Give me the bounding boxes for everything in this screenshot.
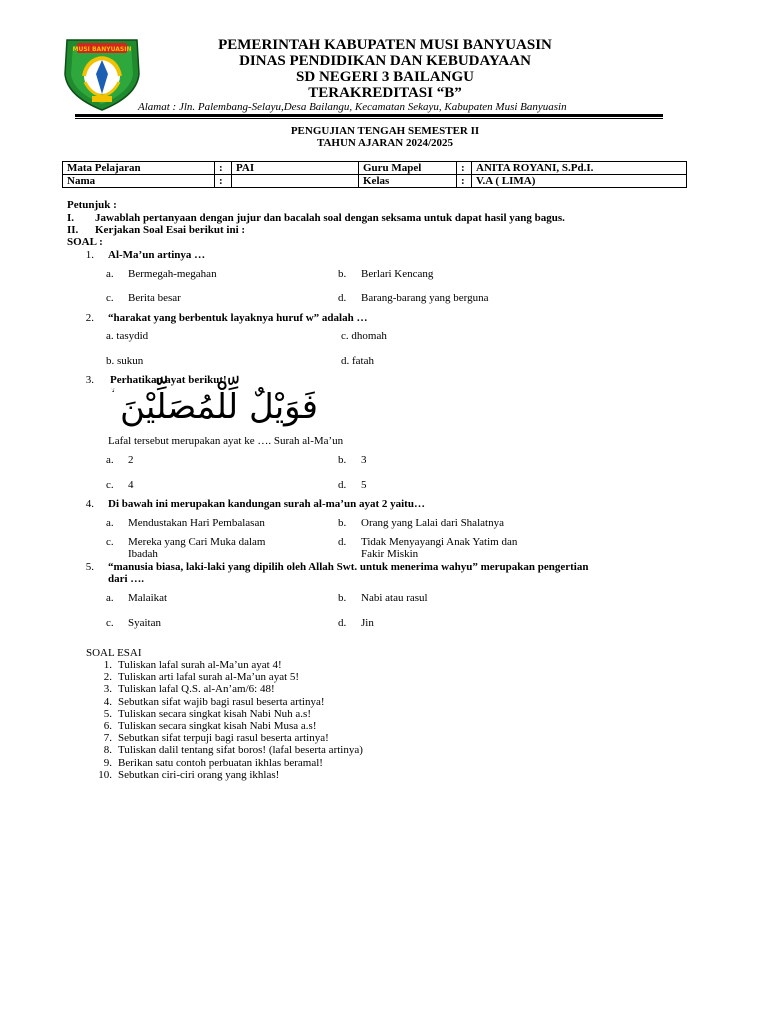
item-text: Sebutkan sifat wajib bagi rasul beserta artinya! — [118, 695, 325, 708]
school-logo — [61, 34, 143, 112]
list-item — [92, 696, 363, 708]
item-text: Tuliskan lafal surah al-Ma’un ayat 4! — [118, 659, 282, 671]
option-text: Jin — [361, 617, 374, 629]
colon: : — [215, 175, 232, 188]
option-text: Bermegah-megahan — [128, 268, 217, 280]
colon: : — [215, 162, 232, 175]
teacher-label: Guru Mapel — [359, 162, 457, 175]
header-rule — [75, 114, 663, 117]
soal-label: SOAL : — [67, 236, 103, 248]
option-letter: b. — [338, 268, 347, 280]
option-text: Orang yang Lalai dari Shalatnya — [361, 517, 504, 529]
option-text: Syaitan — [128, 617, 161, 629]
item-text: Tuliskan lafal Q.S. al-An’am/6: 48! — [118, 683, 275, 696]
option-letter: b. — [338, 517, 347, 529]
option-text: 4 — [128, 479, 134, 491]
table-row — [63, 175, 687, 188]
option-letter: d. — [338, 536, 347, 548]
item-number: 10. — [98, 768, 112, 781]
question-text: Perhatikan ayat berikut! — [110, 374, 227, 386]
option-letter: c. — [106, 479, 114, 491]
question-text: Di bawah ini merupakan kandungan surah al-ma’un ayat 2 yaitu… — [108, 498, 425, 510]
dept-title: DINAS PENDIDIKAN DAN KEBUDAYAAN — [239, 53, 531, 69]
option-letter: a. — [106, 454, 114, 466]
option-letter: b. — [338, 454, 347, 466]
gov-title: PEMERINTAH KABUPATEN MUSI BANYUASIN — [218, 37, 552, 53]
list-item — [92, 671, 363, 683]
item-text: Tuliskan arti lafal surah al-Ma’un ayat 5! — [118, 671, 300, 684]
question-number: 2. — [85, 312, 94, 324]
instruction-text: Jawablah pertanyaan dengan jujur dan bacalah soal dengan seksama untuk dapat hasil yang bagus. — [95, 212, 565, 224]
option-letter: d. — [338, 479, 347, 491]
teacher-value: ANITA ROYANI, S.Pd.I. — [472, 162, 687, 175]
option-letter: c. — [106, 617, 114, 629]
item-number: 9. — [103, 756, 112, 769]
instruction-num: II. — [67, 224, 79, 236]
list-item — [92, 769, 363, 781]
info-table — [62, 161, 687, 188]
item-number: 2. — [103, 671, 112, 684]
option-letter: a. — [106, 268, 114, 280]
question-text: dari …. — [108, 573, 145, 585]
list-item — [92, 757, 363, 769]
question-number: 5. — [85, 561, 94, 573]
essay-list — [92, 659, 363, 781]
item-text: Tuliskan dalil tentang sifat boros! (lafal beserta artinya) — [118, 744, 363, 757]
option-text: Nabi atau rasul — [361, 592, 428, 604]
option-text: Berlari Kencang — [361, 268, 434, 280]
school-name: SD NEGERI 3 BAILANGU — [296, 69, 474, 85]
option-letter: a. — [106, 517, 114, 529]
option-text: Ibadah — [128, 548, 158, 560]
option-letter: d. — [338, 292, 347, 304]
subject-label: Mata Pelajaran — [63, 162, 215, 175]
essay-heading: SOAL ESAI — [86, 647, 142, 659]
item-number: 1. — [103, 659, 112, 671]
option-text: 2 — [128, 454, 134, 466]
option-letter: b. — [338, 592, 347, 604]
name-field[interactable] — [232, 175, 359, 188]
option-letter: c. — [106, 292, 114, 304]
class-value: V.A ( LIMA) — [472, 175, 687, 188]
logo-text: MUSI BANYUASIN — [72, 46, 132, 53]
item-number: 3. — [103, 683, 112, 696]
option-text: Malaikat — [128, 592, 168, 604]
arabic-text: فَوَيْلٌ لِّلْمُصَلِّيْنَ — [120, 387, 318, 427]
item-number: 7. — [103, 732, 112, 745]
question-text: “harakat yang berbentuk layaknya huruf w” adalah … — [108, 312, 368, 324]
arabic-verse — [108, 384, 318, 434]
instruction-num: I. — [67, 212, 75, 224]
instruction-text: Kerjakan Soal Esai berikut ini : — [95, 224, 246, 236]
school-address: Alamat : Jln. Palembang-Selayu,Desa Bailangu, Kecamatan Sekayu, Kabupaten Musi Banyuasin — [138, 101, 567, 113]
exam-year: TAHUN AJARAN 2024/2025 — [316, 137, 454, 149]
list-item — [92, 732, 363, 744]
option-text: 5 — [361, 479, 367, 491]
option-text: d. fatah — [341, 355, 374, 367]
question-text: “manusia biasa, laki-laki yang dipilih oleh Allah Swt. untuk menerima wahyu” merupakan pengertian — [108, 561, 589, 573]
exam-title: PENGUJIAN TENGAH SEMESTER II — [290, 125, 480, 137]
item-number: 8. — [103, 744, 112, 757]
option-text: c. dhomah — [341, 330, 387, 342]
list-item — [92, 708, 363, 720]
question-number: 3. — [85, 374, 94, 386]
item-number: 5. — [103, 707, 112, 720]
colon: : — [457, 162, 472, 175]
accreditation: TERAKREDITASI “B” — [308, 85, 462, 101]
list-item — [92, 683, 363, 695]
question-text: Al-Ma’un artinya … — [108, 249, 206, 261]
item-text: Berikan satu contoh perbuatan ikhlas beramal! — [118, 756, 323, 769]
question-text: Lafal tersebut merupakan ayat ke …. Surah al-Ma’un — [108, 435, 344, 447]
option-letter: a. — [106, 592, 114, 604]
question-number: 4. — [85, 498, 94, 510]
option-text: Berita besar — [128, 292, 181, 304]
item-text: Sebutkan sifat terpuji bagi rasul beserta artinya! — [118, 732, 329, 745]
class-label: Kelas — [359, 175, 457, 188]
subject-value: PAI — [232, 162, 359, 175]
option-text: Mereka yang Cari Muka dalam — [128, 536, 266, 548]
item-number: 4. — [103, 695, 112, 708]
option-text: Tidak Menyayangi Anak Yatim dan — [361, 536, 518, 548]
item-text: Tuliskan secara singkat kisah Nabi Nuh a.s! — [118, 707, 311, 720]
instructions-heading: Petunjuk : — [67, 199, 117, 211]
option-text: a. tasydid — [106, 330, 149, 342]
item-number: 6. — [103, 720, 112, 733]
question-number: 1. — [85, 249, 94, 261]
list-item — [92, 659, 363, 671]
option-text: Fakir Miskin — [361, 548, 419, 560]
colon: : — [457, 175, 472, 188]
option-letter: c. — [106, 536, 114, 548]
item-text: Tuliskan secara singkat kisah Nabi Musa a.s! — [118, 720, 317, 733]
option-text: b. sukun — [106, 355, 144, 367]
option-text: 3 — [361, 454, 367, 466]
table-row — [63, 162, 687, 175]
option-text: Mendustakan Hari Pembalasan — [128, 517, 265, 529]
item-text: Sebutkan ciri-ciri orang yang ikhlas! — [118, 768, 280, 781]
option-text: Barang-barang yang berguna — [361, 292, 489, 304]
list-item — [92, 720, 363, 732]
name-label: Nama — [63, 175, 215, 188]
option-letter: d. — [338, 617, 347, 629]
list-item — [92, 744, 363, 756]
header-rule-thin — [75, 118, 663, 119]
